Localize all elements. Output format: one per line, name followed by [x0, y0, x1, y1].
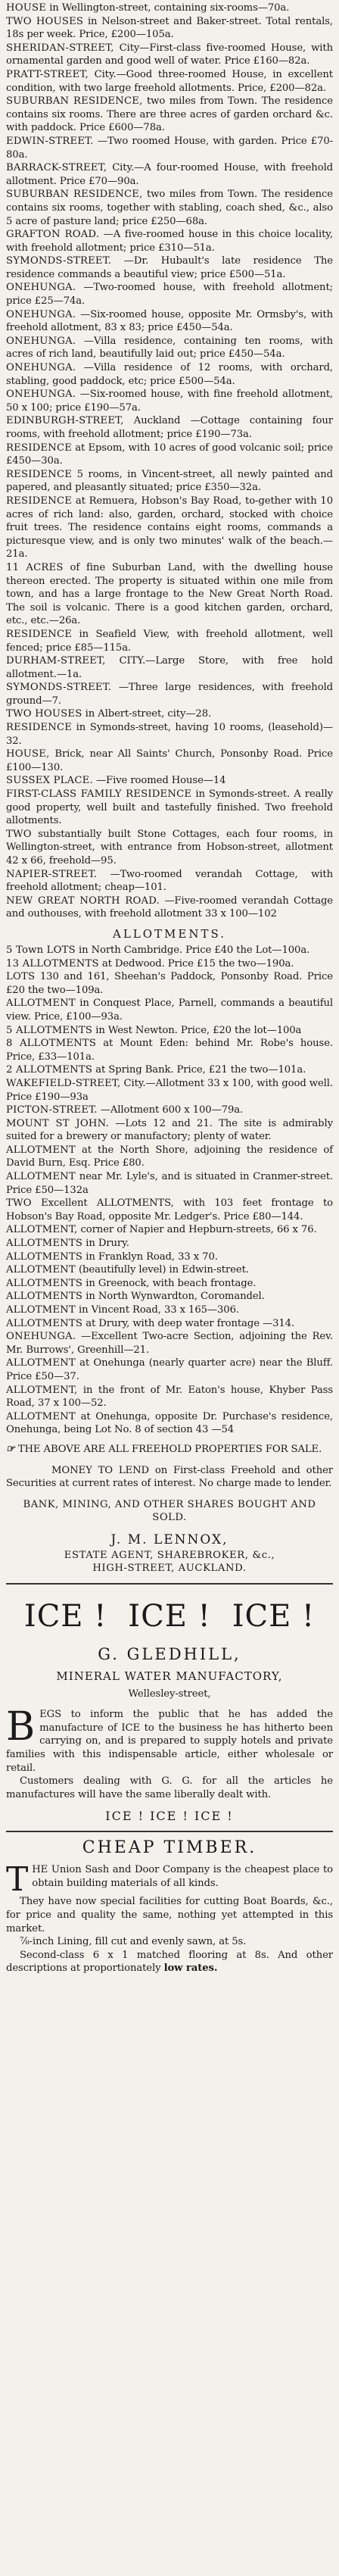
listing-entry — [6, 654, 333, 681]
listing-entry-text: —Three large residences, with freehold ground—7. — [6, 682, 334, 707]
listing-entry-lead: EDWIN-STREET. — [6, 135, 94, 147]
allotment-entry-text: near Mr. Lyle's, and is situated in Cranmer-street. Price £50—132a — [6, 1171, 334, 1196]
allotment-entry — [6, 1197, 333, 1223]
listing-entry — [6, 308, 333, 335]
listing-entry-lead: FIRST-CLASS FAMILY RESIDENCE — [6, 788, 192, 801]
allotment-entry-lead: ALLOTMENT — [6, 1171, 76, 1183]
ice-body-text: EGS to inform the public that he has added the manufacture of ICE to the business he has hitherto been carrying on, and is prepared to supply hotels and private families with this indispensable article, either wholesale or retail. — [6, 1709, 333, 1774]
listing-entry-text: 5 rooms, in Vincent-street, all newly painted and papered, and pleasantly situated; price £350—32a. — [6, 468, 334, 494]
listing-entry-text: —Villa residence, containing ten rooms, with acres of rich land, beautifully laid out; price £450—54a. — [6, 335, 333, 361]
listing-entry — [6, 135, 333, 161]
allotment-entry — [6, 1144, 333, 1170]
allotment-entry-lead: 8 ALLOTMENTS — [6, 1038, 97, 1050]
freehold-text: THE ABOVE ARE ALL FREEHOLD PROPERTIES FOR SALE. — [17, 1443, 322, 1455]
property-listings — [6, 2, 333, 921]
allotment-entry-lead: ALLOTMENT — [6, 1264, 76, 1276]
listing-entry-lead: SHERIDAN-STREET, — [6, 42, 114, 54]
listing-entry-lead: HOUSE — [6, 2, 47, 14]
timber-body-4 — [6, 1949, 333, 1975]
listing-entry — [6, 361, 333, 388]
allotment-entry — [6, 1251, 333, 1264]
listing-entry — [6, 42, 333, 68]
listing-entry — [6, 161, 333, 188]
listing-entry-text: —Dr. Hubault's late residence The residence commands a beautiful view; price £500—51a. — [6, 255, 333, 280]
allotment-entry-text: in Drury. — [86, 1238, 129, 1250]
allotment-entry — [6, 1170, 333, 1197]
drop-cap: B — [6, 1704, 36, 1750]
allotment-entry-lead: 13 ALLOTMENTS — [6, 957, 99, 970]
allotment-entry-lead: MOUNT ST JOHN. — [6, 1117, 109, 1129]
listing-entry-text: of fine Suburban Land, with the dwelling house thereon erected. The property is situated within one mile from town, and has a large frontage to the New Great North Road. The soil is volcanic. There is a good kitchen garden, orchard, etc., etc.—26a. — [6, 561, 333, 627]
listing-entry-lead: BARRACK-STREET, — [6, 162, 107, 174]
allotment-entry — [6, 1277, 333, 1291]
listing-entry-lead: SYMONDS-STREET. — [6, 682, 112, 694]
business-location: Wellesley-street, — [128, 1688, 211, 1700]
allotment-entry-lead: WAKEFIELD-STREET, — [6, 1077, 121, 1089]
allotment-entry — [6, 1410, 333, 1437]
listing-entry-lead: DURHAM-STREET, — [6, 655, 106, 667]
listing-entry-text: —Villa residence of 12 rooms, with orchard, stabling, good paddock, etc; price £500—54a. — [6, 362, 333, 387]
listing-entry-text: two miles from Town. The residence contains six rooms. There are three acres of garden orchard &c. with paddock. Price £600—78a. — [6, 95, 334, 134]
allotment-entry-lead: ALLOTMENT — [6, 1144, 76, 1156]
allotment-entry — [6, 1263, 333, 1277]
allotment-entry — [6, 970, 333, 997]
allotment-entry-text: in North Cambridge. Price £40 the Lot—100a. — [78, 944, 310, 956]
listing-entry-text: —Two-roomed verandah Cottage, with freehold allotment; cheap—101. — [6, 868, 333, 894]
listing-entry — [6, 628, 333, 654]
allotment-entry — [6, 1117, 333, 1144]
allotment-entry-text: in the front of Mr. Eaton's house, Khyber Pass Road, 37 x 100—52. — [6, 1384, 333, 1410]
allotment-entry — [6, 1317, 333, 1331]
allotment-entry-text: at Dedwood. Price £15 the two—190a. — [101, 957, 294, 970]
listing-entry — [6, 774, 333, 788]
timber-body-2: They have now special facilities for cutting Boat Boards, &c., for price and quality the same, nothing yet attempted in this market. — [6, 1896, 333, 1934]
allotment-entry — [6, 1357, 333, 1383]
ice-body-text-2: Customers dealing with G. G. for all the articles he manufactures will have the same liberally dealt with. — [6, 1775, 333, 1800]
listing-entry — [6, 828, 333, 868]
allotment-entry-text: —Lots 12 and 21. The site is admirably suited for a brewery or manufactory; plenty of water. — [6, 1117, 333, 1143]
allotment-entry-text: in North Wynwardton, Coromandel. — [86, 1291, 265, 1303]
listing-entry-lead: PRATT-STREET, — [6, 68, 89, 80]
ice-banner-word: ICE ! — [23, 1598, 107, 1634]
listing-entry-text: in Wellington-street, containing six-rooms—70a. — [49, 2, 290, 14]
allotment-entry — [6, 1024, 333, 1038]
allotment-entry-text: City.—Allotment 33 x 100, with good well. Price £190—93a — [6, 1077, 333, 1103]
listing-entry — [6, 388, 333, 414]
allotment-entry-lead: ALLOTMENT, — [6, 1224, 78, 1236]
listing-entry-text: —Six-roomed house, opposite Mr. Ormsby's, with freehold allotment, 83 x 83; price £450—54a. — [6, 308, 333, 334]
listing-entry-lead: SYMONDS-STREET. — [6, 255, 112, 267]
timber-heading: CHEAP TIMBER. — [82, 1838, 257, 1858]
listing-entry-lead: SUBURBAN RESIDENCE, — [6, 189, 143, 201]
allotment-entry-text: at Drury, with deep water frontage —314. — [86, 1317, 295, 1329]
allotment-entry-lead: ALLOTMENT — [6, 998, 76, 1010]
allotment-entry-lead: LOTS — [6, 971, 36, 983]
allotment-entry-text: in Vincent Road, 33 x 165—306. — [79, 1304, 239, 1316]
listing-entry-lead: GRAFTON ROAD. — [6, 229, 100, 241]
listing-entry-text: two miles from Town. The residence contains six rooms, together with stabling, coach shed, &c., also 5 acre of pasture land; price £250—68a. — [6, 189, 334, 227]
listing-entry-lead: TWO HOUSES — [6, 708, 82, 720]
listing-entry — [6, 681, 333, 707]
timber-body-4-emphasis: low rates. — [163, 1962, 218, 1975]
listing-entry — [6, 442, 333, 468]
allotment-entry — [6, 1290, 333, 1304]
allotment-entry-lead: ALLOTMENTS — [6, 1238, 83, 1250]
listing-entry-lead: NEW GREAT NORTH ROAD. — [6, 895, 160, 907]
listing-entry-lead: ONEHUNGA. — [6, 362, 76, 374]
allotment-entry-lead: TWO — [6, 1197, 32, 1210]
listing-entry — [6, 15, 333, 42]
allotment-listings — [6, 944, 333, 1437]
allotment-entry-text: in Greenock, with beach frontage. — [86, 1277, 257, 1289]
allotment-entry-lead: ALLOTMENTS — [6, 1277, 83, 1289]
listing-entry — [6, 281, 333, 308]
pointing-hand-icon: ☞ — [6, 1443, 15, 1455]
allotment-entry-lead: ALLOTMENT — [6, 1410, 76, 1422]
listing-entry — [6, 495, 333, 561]
money-to-lend-notice: MONEY TO LEND on First-class Freehold and other Securities at current rates of interest. No charge made to lender. — [6, 1464, 333, 1490]
listing-entry-lead: ONEHUNGA. — [6, 389, 76, 401]
listing-entry-text: —Five roomed House—14 — [95, 775, 226, 787]
allotment-entry-lead: ALLOTMENT, — [6, 1384, 78, 1396]
allotment-entry — [6, 1223, 333, 1237]
listing-entry — [6, 721, 333, 748]
allotment-entry-lead: PICTON-STREET. — [6, 1104, 98, 1116]
allotment-entry — [6, 1384, 333, 1410]
listing-entry — [6, 228, 333, 254]
listing-entry-text: City—First-class five-roomed House, with ornamental garden and good well of water. Price £160—82a. — [6, 42, 333, 67]
listing-entry — [6, 561, 333, 628]
listing-entry-lead: SUSSEX PLACE. — [6, 775, 93, 787]
allotment-entry-text: (beautifully level) in Edwin-street. — [79, 1264, 249, 1276]
listing-entry-lead: ONEHUNGA. — [6, 282, 76, 294]
allotment-entry-text: at Mount Eden: behind Mr. Robe's house. Price, £33—101a. — [6, 1038, 334, 1063]
ice-advert-body — [6, 1704, 333, 1801]
listing-entry — [6, 335, 333, 361]
listing-entry-text: at Epsom, with 10 acres of good volcanic soil; price £450—30a. — [6, 442, 334, 467]
listing-entry-lead: 11 ACRES — [6, 561, 64, 573]
allotments-heading: ALLOTMENTS. — [112, 926, 226, 941]
allotment-entry-text: at the North Shore, adjoining the residence of David Burn, Esq. Price £80. — [6, 1144, 333, 1169]
timber-body-4-text: Second-class 6 x 1 matched flooring at 8s. And other descriptions at proportionately — [6, 1949, 333, 1975]
allotment-entry-lead: 5 Town LOTS — [6, 944, 76, 956]
listing-entry-lead: RESIDENCE — [6, 468, 73, 480]
listing-entry — [6, 2, 333, 15]
allotment-entry-text: in Franklyn Road, 33 x 70. — [86, 1251, 218, 1263]
listing-entry-lead: RESIDENCE — [6, 442, 73, 454]
listing-entry-lead: ONEHUNGA. — [6, 335, 76, 347]
allotment-entry-text: Excellent ALLOTMENTS, with 103 feet frontage to Hobson's Bay Road, opposite Mr. Ledger's. Price £80—144. — [6, 1197, 333, 1222]
listing-entry-text: in Symonds-street, having 10 rooms, (leasehold)—32. — [6, 722, 333, 747]
listing-entry-lead: ONEHUNGA. — [6, 308, 76, 320]
listing-entry-lead: RESIDENCE — [6, 722, 73, 734]
listing-entry-text: in Albert-street, city—28. — [85, 708, 212, 720]
listing-entry-text: in Symonds-street. A really good property, well built and tastefully finished. Two freehold allotments. — [6, 788, 333, 827]
allotment-entry — [6, 957, 333, 971]
allotment-entry — [6, 1330, 333, 1357]
allotment-entry-lead: 2 ALLOTMENTS — [6, 1064, 93, 1076]
business-name: G. GLEDHILL, — [98, 1644, 241, 1663]
allotment-entry-text: —Allotment 600 x 100—79a. — [100, 1104, 244, 1116]
listing-entry — [6, 68, 333, 95]
allotment-entry-lead: 5 ALLOTMENTS — [6, 1024, 93, 1036]
allotment-entry-text: corner of Napier and Hepburn-streets, 66 x 76. — [80, 1224, 317, 1236]
allotment-entry — [6, 1063, 333, 1077]
listing-entry-lead: HOUSE, — [6, 748, 50, 760]
allotment-entry — [6, 1077, 333, 1104]
allotment-entry-lead: ALLOTMENT — [6, 1357, 76, 1369]
listing-entry-lead: SUBURBAN RESIDENCE, — [6, 95, 143, 108]
allotment-entry-text: at Spring Bank. Price, £21 the two—101a. — [95, 1064, 306, 1076]
allotment-entry-lead: ALLOTMENTS — [6, 1291, 83, 1303]
ice-footer: ICE ! ICE ! ICE ! — [105, 1809, 234, 1824]
timber-body-3: ⅞-inch Lining, fill cut and evenly sawn, at 5s. — [20, 1936, 247, 1948]
drop-cap: T — [6, 1860, 29, 1900]
listing-entry-text: —Two-roomed house, with freehold allotment; price £25—74a. — [6, 282, 333, 308]
allotment-entry-lead: ONEHUNGA. — [6, 1331, 76, 1343]
allotment-entry-lead: ALLOTMENT — [6, 1304, 76, 1316]
listing-entry-lead: TWO — [6, 828, 32, 840]
ice-banner — [6, 1595, 333, 1638]
allotment-entry — [6, 997, 333, 1023]
listing-entry-text: City.—A four-roomed House, with freehold allotment. Price £70—90a. — [6, 162, 333, 187]
listing-entry-text: CITY.—Large Store, with free hold allotment.—1a. — [6, 655, 334, 680]
listing-entry — [6, 748, 333, 774]
ice-banner-word: ICE ! — [232, 1598, 316, 1634]
timber-advert-body — [6, 1860, 333, 1975]
listing-entry — [6, 254, 333, 281]
allotment-entry — [6, 1037, 333, 1063]
listing-entry-lead: NAPIER-STREET. — [6, 868, 98, 880]
allotment-entry-text: 130 and 161, Sheehan's Paddock, Ponsonby Road. Price £20 the two—109a. — [6, 971, 333, 996]
listing-entry-lead: EDINBURGH-STREET, — [6, 415, 124, 427]
listing-entry-text: —Six-roomed house, with fine freehold allotment, 50 x 100; price £190—57a. — [6, 389, 334, 414]
allotment-entry-text: at Onehunga, opposite Dr. Purchase's residence, Onehunga, being Lot No. 8 of section 43 —54 — [6, 1410, 334, 1436]
listing-entry — [6, 895, 333, 921]
business-subtitle: MINERAL WATER MANUFACTORY, — [56, 1669, 283, 1683]
listing-entry — [6, 788, 333, 828]
timber-body-1: HE Union Sash and Door Company is the cheapest place to obtain building materials of all kinds. — [32, 1864, 333, 1890]
shares-notice: BANK, MINING, AND OTHER SHARES BOUGHT AND SOLD. — [23, 1498, 316, 1524]
allotment-entry-lead: ALLOTMENTS — [6, 1251, 83, 1263]
listing-entry-lead: RESIDENCE — [6, 495, 73, 507]
allotment-entry — [6, 1104, 333, 1117]
allotment-entry — [6, 1304, 333, 1317]
section-divider — [6, 1583, 333, 1585]
allotment-entry — [6, 944, 333, 957]
listing-entry-text: Auckland —Cottage containing four rooms, with freehold allotment; price £190—73a. — [6, 415, 333, 440]
listing-entry-text: —A five-roomed house in this choice locality, with freehold allotment; price £310—51a. — [6, 229, 333, 254]
listing-entry — [6, 414, 333, 441]
listing-entry-text: —Two roomed House, with garden. Price £70- 80a. — [6, 135, 334, 161]
freehold-notice — [6, 1443, 333, 1457]
allotment-entry-text: in West Newton. Price, £20 the lot—100a — [95, 1024, 302, 1036]
allotment-entry-lead: ALLOTMENTS — [6, 1317, 83, 1329]
allotment-entry — [6, 1237, 333, 1251]
agent-role: ESTATE AGENT, SHAREBROKER, &c., — [64, 1549, 275, 1561]
agent-name: J. M. LENNOX, — [110, 1532, 229, 1547]
listing-entry-text: in Seafield View, with freehold allotment, well fenced; price £85—115a. — [6, 628, 334, 654]
listing-entry — [6, 188, 333, 228]
listing-entry — [6, 707, 333, 721]
listing-entry-text: Brick, near All Saints' Church, Ponsonby Road. Price £100—130. — [6, 748, 333, 773]
listing-entry-text: —Five-roomed verandah Cottage and outhouses, with freehold allotment 33 x 100—102 — [6, 895, 334, 920]
allotment-entry-text: in Conquest Place, Parnell, commands a beautiful view. Price, £100—93a. — [6, 998, 333, 1023]
allotment-entry-text: at Onehunga (nearly quarter acre) near the Bluff. Price £50—37. — [6, 1357, 333, 1382]
listing-entry-text: in Nelson-street and Baker-street. Total rentals, 18s per week. Price, £200—105a. — [6, 15, 333, 41]
listing-entry-lead: RESIDENCE — [6, 628, 73, 640]
listing-entry-lead: TWO HOUSES — [6, 15, 84, 27]
listing-entry — [6, 868, 333, 895]
listing-entry — [6, 468, 333, 495]
section-divider — [6, 1831, 333, 1832]
ice-banner-word: ICE ! — [128, 1598, 211, 1634]
listing-entry-text: at Remuera, Hobson's Bay Road, to-gether with 10 acres of rich land: also, garden, orchard, stocked with choice fruit trees. The residence contains eight rooms, commands a picturesque view, and is only two minutes' walk of the beach.—21a. — [6, 495, 333, 560]
listing-entry-text: City.—Good three-roomed House, in excellent condition, with two large freehold allotments. Price, £200—82a. — [6, 68, 334, 94]
listing-entry-text: substantially built Stone Cottages, each four rooms, in Wellington-street, with entrance from Hobson-street, allotment 42 x 66, freehold—95. — [6, 828, 333, 866]
agent-address: HIGH-STREET, AUCKLAND. — [92, 1563, 247, 1575]
listing-entry — [6, 95, 333, 135]
allotment-entry-text: —Excellent Two-acre Section, adjoining the Rev. Mr. Burrows', Greenhill—21. — [6, 1331, 333, 1356]
